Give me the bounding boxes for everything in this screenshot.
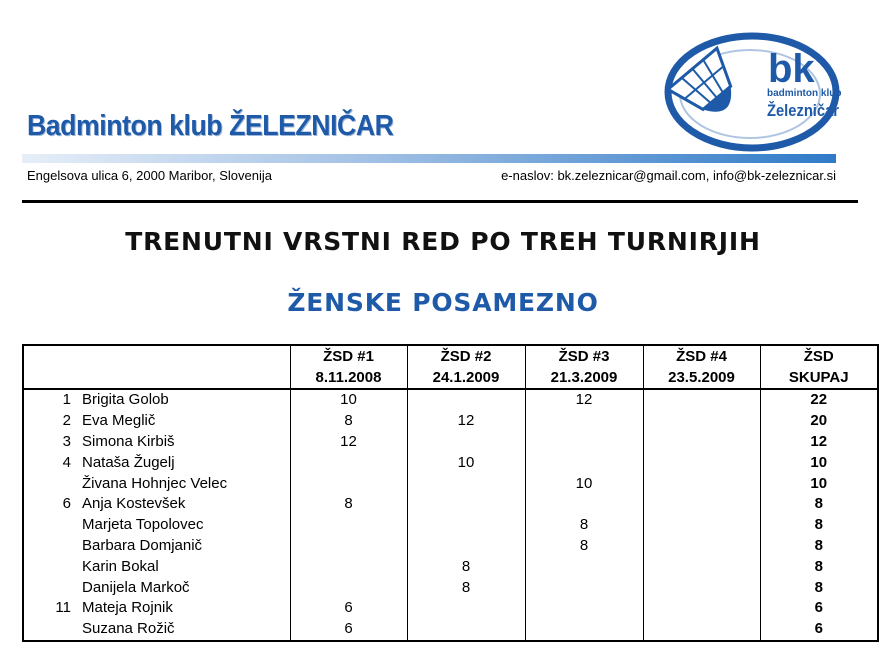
- header-column: [760, 345, 878, 389]
- club-address: Engelsova ulica 6, 2000 Maribor, Slovenija: [27, 168, 272, 183]
- header-line1: ŽSD #2: [440, 348, 492, 365]
- score-cell: [407, 619, 525, 641]
- table-header-row: [23, 345, 878, 389]
- header-line2: 8.11.2008: [315, 369, 382, 386]
- player-name-cell: Barbara Domjanič: [78, 536, 290, 557]
- rank-cell: [23, 577, 78, 598]
- header-column: [407, 345, 525, 389]
- table-row: [23, 515, 878, 536]
- score-cell: [525, 598, 643, 619]
- score-cell: 10: [407, 452, 525, 473]
- score-cell: [525, 556, 643, 577]
- header-column: [643, 345, 760, 389]
- score-cell: [407, 389, 525, 411]
- table-row: [23, 536, 878, 557]
- score-cell: 8: [407, 556, 525, 577]
- table-row: [23, 432, 878, 453]
- player-name-cell: Marjeta Topolovec: [78, 515, 290, 536]
- header-line1: ŽSD: [803, 348, 834, 365]
- ranking-table: [22, 344, 879, 642]
- rank-cell: [23, 556, 78, 577]
- rank-cell: 3: [23, 432, 78, 453]
- player-name-cell: Karin Bokal: [78, 556, 290, 577]
- score-cell: [290, 577, 407, 598]
- total-score-cell: 12: [760, 432, 878, 453]
- header-gradient-band: [22, 154, 836, 163]
- header-line2: SKUPAJ: [788, 369, 849, 386]
- score-cell: [643, 577, 760, 598]
- table-row: [23, 556, 878, 577]
- club-name: Badminton klub ŽELEZNIČAR: [27, 110, 394, 142]
- player-name-cell: Suzana Rožič: [78, 619, 290, 641]
- header-player-column: [23, 345, 290, 389]
- logo-line1: badminton klub: [767, 88, 842, 99]
- score-cell: [290, 556, 407, 577]
- score-cell: 12: [290, 432, 407, 453]
- table-row: [23, 619, 878, 641]
- header-column: [290, 345, 407, 389]
- header-line1: ŽSD #4: [676, 348, 727, 365]
- table-row: [23, 411, 878, 432]
- score-cell: [407, 598, 525, 619]
- page-title: TRENUTNI VRSTNI RED PO TREH TURNIRJIH: [125, 227, 761, 256]
- header-line2: 23.5.2009: [668, 369, 735, 386]
- player-name-cell: Danijela Markoč: [78, 577, 290, 598]
- score-cell: 12: [407, 411, 525, 432]
- rank-cell: [23, 473, 78, 494]
- score-cell: 8: [290, 411, 407, 432]
- score-cell: [525, 619, 643, 641]
- score-cell: [290, 452, 407, 473]
- score-cell: 6: [290, 598, 407, 619]
- score-cell: [407, 432, 525, 453]
- table-row: [23, 494, 878, 515]
- header-line1: ŽSD #3: [558, 348, 610, 365]
- rank-cell: [23, 536, 78, 557]
- rank-cell: [23, 515, 78, 536]
- score-cell: [643, 432, 760, 453]
- player-name-cell: Mateja Rojnik: [78, 598, 290, 619]
- score-cell: [643, 536, 760, 557]
- score-cell: [407, 494, 525, 515]
- rank-cell: 6: [23, 494, 78, 515]
- table-row: [23, 473, 878, 494]
- score-cell: [643, 598, 760, 619]
- header-line1: ŽSD #1: [323, 348, 374, 365]
- table-row: [23, 389, 878, 411]
- score-cell: [407, 515, 525, 536]
- header-column: [525, 345, 643, 389]
- club-logo: [664, 28, 844, 154]
- total-score-cell: 10: [760, 452, 878, 473]
- total-score-cell: 20: [760, 411, 878, 432]
- score-cell: [525, 452, 643, 473]
- rank-cell: 1: [23, 389, 78, 411]
- rank-cell: 11: [23, 598, 78, 619]
- header-line2: 21.3.2009: [550, 369, 618, 386]
- score-cell: [407, 536, 525, 557]
- score-cell: [643, 556, 760, 577]
- score-cell: 8: [290, 494, 407, 515]
- score-cell: [290, 473, 407, 494]
- total-score-cell: 8: [760, 536, 878, 557]
- score-cell: [525, 411, 643, 432]
- table-row: [23, 598, 878, 619]
- score-cell: [407, 473, 525, 494]
- total-score-cell: 22: [760, 389, 878, 411]
- club-email: e-naslov: bk.zeleznicar@gmail.com, info@bk-zeleznicar.si: [501, 168, 836, 183]
- score-cell: [643, 619, 760, 641]
- logo-abbr: bk: [768, 47, 815, 91]
- rank-cell: [23, 619, 78, 641]
- table-row: [23, 577, 878, 598]
- score-cell: 8: [525, 515, 643, 536]
- score-cell: [290, 536, 407, 557]
- total-score-cell: 8: [760, 515, 878, 536]
- club-logo-graphic: [664, 28, 844, 154]
- player-name-cell: Anja Kostevšek: [78, 494, 290, 515]
- total-score-cell: 8: [760, 494, 878, 515]
- player-name-cell: Simona Kirbiš: [78, 432, 290, 453]
- header-line2: 24.1.2009: [432, 369, 500, 386]
- player-name-cell: Brigita Golob: [78, 389, 290, 411]
- total-score-cell: 6: [760, 598, 878, 619]
- table-body: [23, 389, 878, 641]
- score-cell: [643, 452, 760, 473]
- score-cell: 10: [290, 389, 407, 411]
- score-cell: [525, 432, 643, 453]
- score-cell: [290, 515, 407, 536]
- total-score-cell: 8: [760, 577, 878, 598]
- rank-cell: 4: [23, 452, 78, 473]
- total-score-cell: 8: [760, 556, 878, 577]
- score-cell: 8: [407, 577, 525, 598]
- total-score-cell: 6: [760, 619, 878, 641]
- table-row: [23, 452, 878, 473]
- score-cell: 8: [525, 536, 643, 557]
- score-cell: 12: [525, 389, 643, 411]
- header-divider: [22, 200, 858, 203]
- score-cell: [643, 411, 760, 432]
- score-cell: [525, 577, 643, 598]
- total-score-cell: 10: [760, 473, 878, 494]
- score-cell: 6: [290, 619, 407, 641]
- player-name-cell: Nataša Žugelj: [78, 452, 290, 473]
- score-cell: [643, 473, 760, 494]
- player-name-cell: Eva Meglič: [78, 411, 290, 432]
- score-cell: [525, 494, 643, 515]
- score-cell: [643, 389, 760, 411]
- rank-cell: 2: [23, 411, 78, 432]
- score-cell: [643, 494, 760, 515]
- section-title: ŽENSKE POSAMEZNO: [287, 288, 599, 317]
- score-cell: [643, 515, 760, 536]
- score-cell: 10: [525, 473, 643, 494]
- logo-line2: Železničar: [767, 101, 840, 120]
- player-name-cell: Živana Hohnjec Velec: [78, 473, 290, 494]
